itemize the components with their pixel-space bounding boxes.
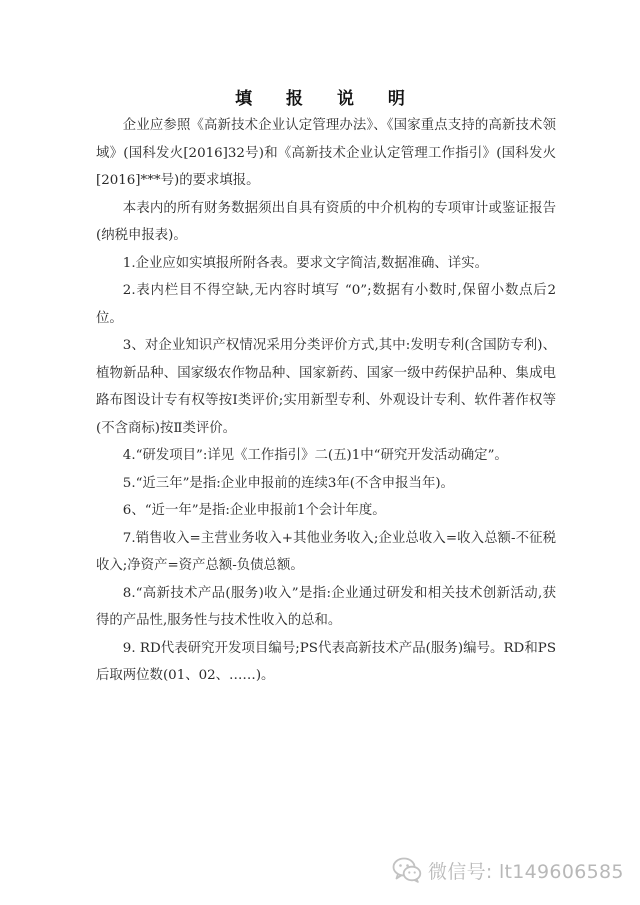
document-body [96,112,556,690]
paragraph-item-2: 2.表内栏目不得空缺,无内容时填写 “0”;数据有小数时,保留小数点后2位。 [96,283,556,326]
watermark-text: 微信号: lt149606585 [428,860,624,883]
paragraph-financial-data: 本表内的所有财务数据须出自具有资质的中介机构的专项审计或鉴证报告(纳税申报表)。 [96,200,556,243]
paragraph-item-6: 6、“近一年”是指:企业申报前1个会计年度。 [122,503,386,518]
paragraph-item-8: 8.“高新技术产品(服务)收入”是指:企业通过研发和相关技术创新活动,获得的产品性,服务性与技术性收入的总和。 [96,585,556,628]
paragraph-intro: 企业应参照《高新技术企业认定管理办法》、《国家重点支持的高新技术领域》(国科发火[2016]32号)和《高新技术企业认定管理工作指引》(国科发火[2016]***号)的要求填报。 [96,118,556,188]
paragraph-item-5: 5.“近三年”是指:企业申报前的连续3年(不含申报当年)。 [122,475,454,491]
paragraph-item-3: 3、对企业知识产权情况采用分类评价方式,其中:发明专利(含国防专利)、植物新品种、国家级农作物品种、国家新药、国家一级中药保护品种、集成电路布图设计专有权等按Ⅰ类评价;实用新型专利、外观设计专利、软件著作权等(不含商标)按Ⅱ类评价。 [96,338,556,436]
wechat-icon [392,857,422,883]
paragraph-item-1: 1.企业应如实填报所附各表。要求文字简洁,数据准确、详实。 [122,255,488,271]
wechat-watermark [392,855,624,885]
paragraph-item-7: 7.销售收入=主营业务收入+其他业务收入;企业总收入=收入总额-不征税收入;净资产=资产总额-负债总额。 [96,530,556,573]
document-title: 填 报 说 明 [235,89,419,109]
paragraph-item-9: 9. RD代表研究开发项目编号;PS代表高新技术产品(服务)编号。RD和PS后取两位数(01、02、……)。 [96,640,556,683]
paragraph-item-4: 4.“研发项目”:详见《工作指引》二(五)1中“研究开发活动确定”。 [122,448,508,463]
